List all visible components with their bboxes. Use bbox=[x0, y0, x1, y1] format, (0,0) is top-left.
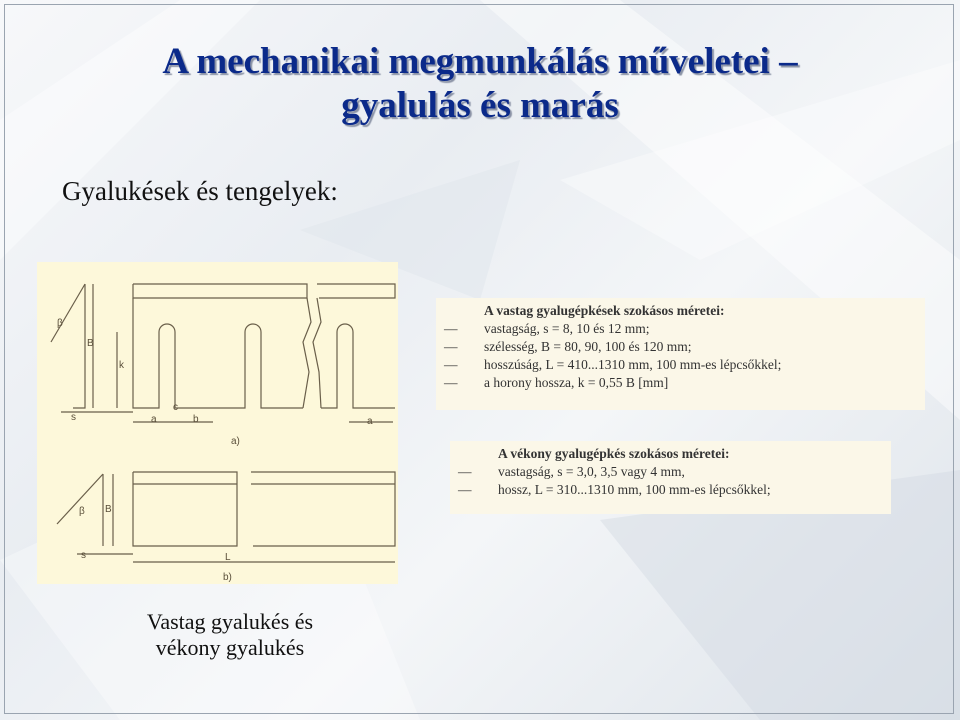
image-caption bbox=[110, 609, 350, 661]
thin-row-text: vastagság, s = 3,0, 3,5 vagy 4 mm, bbox=[498, 464, 685, 479]
beta-label-a: β bbox=[57, 318, 63, 329]
c-dimension-label: c bbox=[173, 402, 178, 413]
thick-blade-dimensions bbox=[436, 298, 925, 410]
planer-blade-drawing bbox=[37, 262, 398, 584]
a-dimension-label-1: a bbox=[151, 414, 157, 425]
thick-blade-row: — a horony hossza, k = 0,55 B [mm] bbox=[444, 375, 669, 390]
slide-title bbox=[0, 40, 960, 128]
thin-row-text: hossz, L = 310...1310 mm, 100 mm-es lépcsőkkel; bbox=[498, 482, 771, 497]
figure-b-label: b) bbox=[223, 572, 232, 583]
thick-blade-row: — vastagság, s = 8, 10 és 12 mm; bbox=[444, 321, 650, 336]
k-dimension-label: k bbox=[119, 360, 124, 371]
thick-row-text: hosszúság, L = 410...1310 mm, 100 mm-es lépcsőkkel; bbox=[484, 357, 782, 372]
title-line-2: gyalulás és marás bbox=[341, 85, 619, 126]
b-slot-label: b bbox=[193, 414, 199, 425]
figure-a-label: a) bbox=[231, 436, 240, 447]
b-dimension-label-a: B bbox=[87, 338, 94, 349]
b-dimension-label-b: B bbox=[105, 504, 112, 515]
s-dimension-label-a: s bbox=[71, 412, 76, 423]
l-dimension-label: L bbox=[225, 552, 231, 563]
thick-blade-row: — hosszúság, L = 410...1310 mm, 100 mm-es lépcsőkkel; bbox=[444, 357, 782, 372]
thin-blade-row: — vastagság, s = 3,0, 3,5 vagy 4 mm, bbox=[458, 464, 685, 479]
thin-blade-heading: A vékony gyalugépkés szokásos méretei: bbox=[498, 446, 730, 461]
technical-drawing bbox=[37, 262, 398, 584]
s-dimension-label-b: s bbox=[81, 550, 86, 561]
caption-line-2: vékony gyalukés bbox=[155, 635, 305, 660]
thick-blade-heading: A vastag gyalugépkések szokásos méretei: bbox=[484, 303, 725, 318]
title-line-1: A mechanikai megmunkálás műveletei – bbox=[162, 41, 798, 82]
beta-label-b: β bbox=[79, 506, 85, 517]
subtitle: Gyalukések és tengelyek: bbox=[62, 176, 338, 206]
thin-blade-row: — hossz, L = 310...1310 mm, 100 mm-es lépcsőkkel; bbox=[458, 482, 771, 497]
a-dimension-label-2: a bbox=[367, 416, 373, 427]
thick-row-text: vastagság, s = 8, 10 és 12 mm; bbox=[484, 321, 650, 336]
thick-row-text: a horony hossza, k = 0,55 B [mm] bbox=[484, 375, 669, 390]
thick-row-text: szélesség, B = 80, 90, 100 és 120 mm; bbox=[484, 339, 692, 354]
thin-blade-dimensions bbox=[450, 441, 891, 514]
thick-blade-row: — szélesség, B = 80, 90, 100 és 120 mm; bbox=[444, 339, 692, 354]
caption-line-1: Vastag gyalukés és bbox=[146, 609, 314, 634]
